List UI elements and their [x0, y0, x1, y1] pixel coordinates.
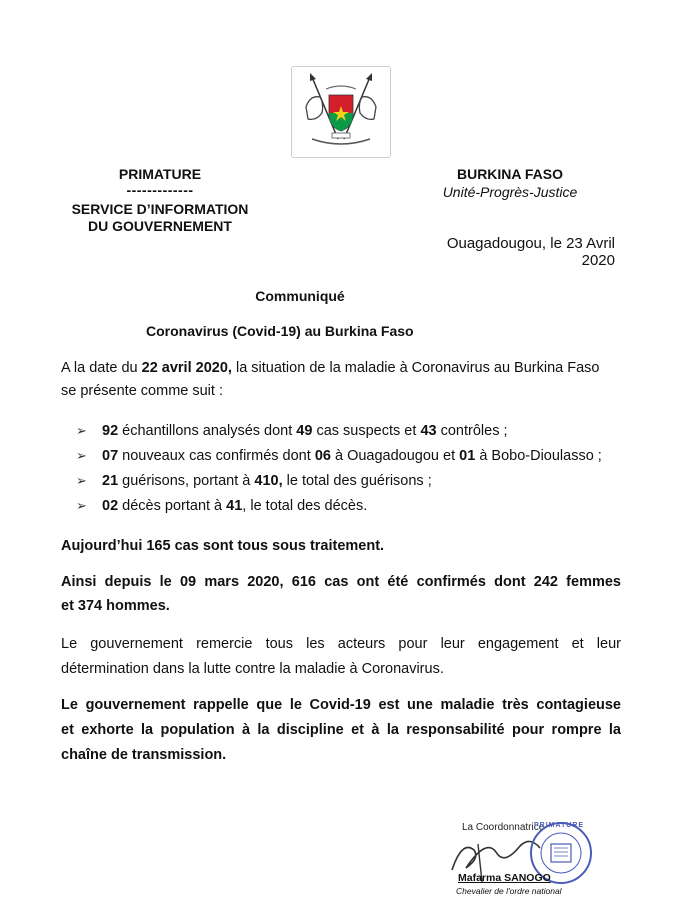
arrow-bullet-icon: ➢: [76, 448, 87, 463]
para-since-line-1: Ainsi depuis le 09 mars 2020, 616 cas ont été confirmés dont 242 femmes: [61, 574, 621, 590]
bullet-value: 02: [102, 498, 119, 514]
list-item: [76, 496, 367, 516]
list-item: [76, 471, 432, 491]
subtitle: Coronavirus (Covid-19) au Burkina Faso: [146, 323, 414, 339]
bullet-value: 06: [314, 448, 331, 464]
stamp-text: PRIMATURE: [534, 822, 585, 829]
bullet-text: à Ouagadougou et: [330, 448, 460, 464]
national-motto: Unité-Progrès-Justice: [442, 184, 578, 200]
bullet-value: 21: [102, 473, 119, 489]
para-thanks-line-1: Le gouvernement remercie tous les acteurs pour leur engagement et leur: [61, 636, 621, 652]
bullet-text: échantillons analysés dont: [118, 423, 297, 439]
bullet-value: 92: [102, 423, 119, 439]
bullet-text: décès portant à: [118, 498, 227, 514]
para-reminder-line-2: et exhorte la population à la discipline et à la responsabilité pour rompre la: [61, 722, 621, 738]
arrow-bullet-icon: ➢: [76, 423, 87, 438]
bullet-text: à Bobo-Dioulasso ;: [475, 448, 602, 464]
bullet-text: cas suspects et: [312, 423, 421, 439]
bullet-text: guérisons, portant à: [118, 473, 255, 489]
para-since-line-2: et 374 hommes.: [61, 598, 170, 614]
para-today: Aujourd’hui 165 cas sont tous sous traitement.: [61, 538, 385, 554]
arrow-bullet-icon: ➢: [76, 498, 87, 513]
bullet-value: 01: [459, 448, 476, 464]
bullet-value: 49: [296, 423, 313, 439]
intro-text-b: la situation de la maladie à Coronavirus au Burkina Faso: [231, 360, 600, 376]
service-line-2: DU GOUVERNEMENT: [88, 218, 232, 234]
primature-label: PRIMATURE: [118, 166, 202, 182]
bullet-value: 07: [102, 448, 119, 464]
bullet-text: contrôles ;: [436, 423, 508, 439]
bullet-text: nouveaux cas confirmés dont: [118, 448, 315, 464]
signatory-honor: Chevalier de l'ordre national: [456, 886, 562, 896]
para-reminder-line-1: Le gouvernement rappelle que le Covid-19 est une maladie très contagieuse: [61, 697, 621, 713]
service-line-1: SERVICE D’INFORMATION: [71, 201, 249, 217]
intro-text-a: A la date du: [61, 360, 142, 376]
para-thanks-line-2: détermination dans la lutte contre la maladie à Coronavirus.: [61, 661, 444, 677]
intro-line-1: [61, 358, 621, 378]
signatory-role: La Coordonnatrice: [462, 822, 545, 833]
intro-date: 22 avril 2020,: [141, 360, 232, 376]
arrow-bullet-icon: ➢: [76, 473, 87, 488]
page-title: Communiqué: [255, 288, 345, 304]
bullet-value: 43: [420, 423, 437, 439]
header-divider: -------------: [126, 182, 194, 198]
date-line: Ouagadougou, le 23 Avril 2020: [446, 235, 615, 269]
bullet-text: , le total des décès.: [242, 498, 368, 514]
country-name: BURKINA FASO: [456, 166, 564, 182]
bullet-value: 41: [226, 498, 243, 514]
bullet-value: 410,: [254, 473, 283, 489]
signatory-name: Mafarma SANOGO: [458, 872, 551, 884]
list-item: [76, 421, 508, 441]
burkina-coat-of-arms-icon: [292, 67, 390, 157]
list-item: [76, 446, 602, 466]
intro-line-2: se présente comme suit :: [61, 383, 223, 399]
signature-block: [430, 812, 660, 904]
bullet-text: le total des guérisons ;: [282, 473, 432, 489]
para-reminder-line-3: chaîne de transmission.: [61, 747, 227, 763]
coat-of-arms-emblem: [291, 66, 391, 158]
